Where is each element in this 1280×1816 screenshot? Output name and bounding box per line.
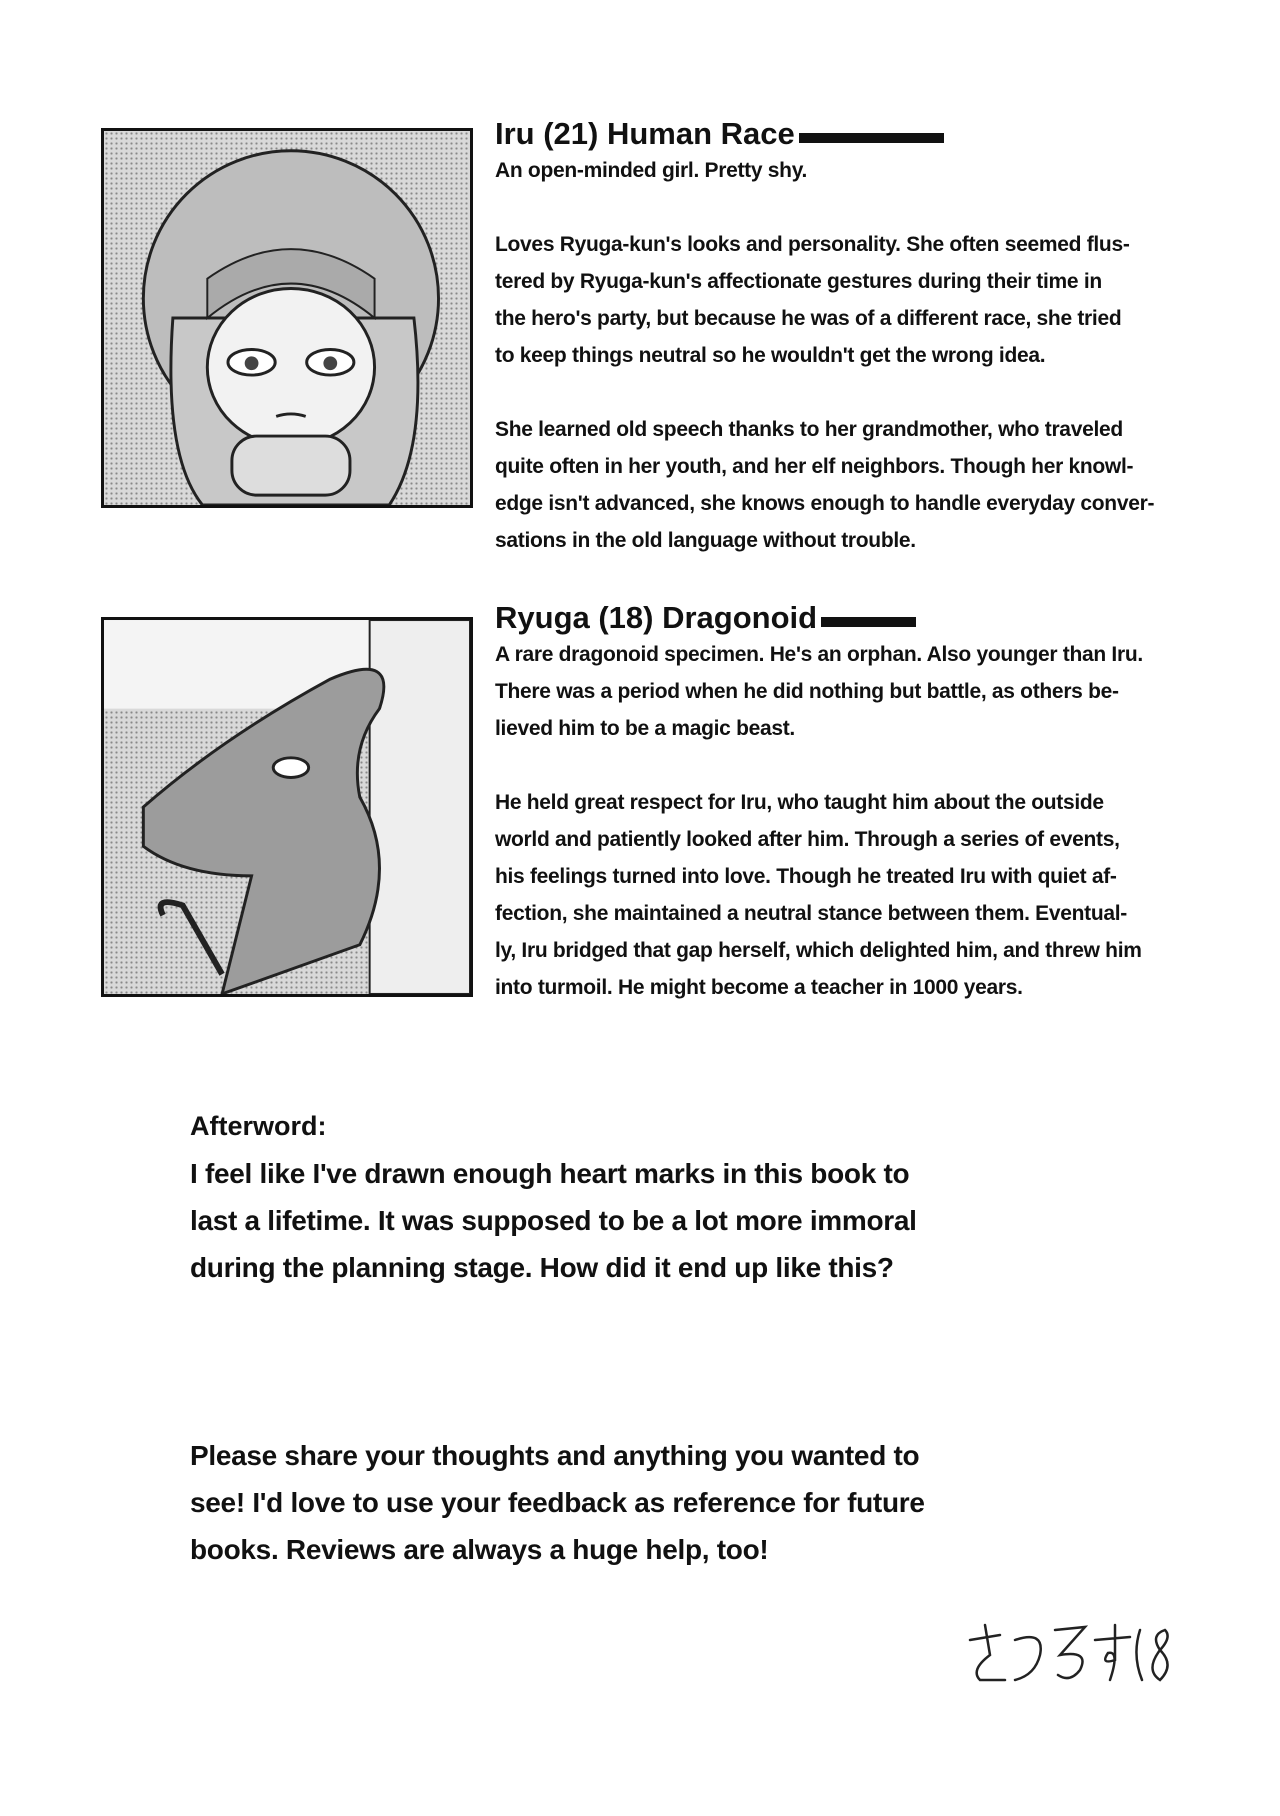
ryuga-portrait-panel xyxy=(101,617,473,997)
iru-profile xyxy=(495,116,1215,596)
iru-portrait-panel xyxy=(101,128,473,508)
ryuga-title: Ryuga (18) Dragonoid xyxy=(495,600,1215,636)
iru-paragraph: She learned old speech thanks to her grandmother, who traveled quite often in her youth, and her elf neighbors. Though her knowl- edge isn't advanced, she knows enough to handle everyday conver- sations in the old language without trouble. xyxy=(495,418,1155,552)
afterword-request xyxy=(190,1432,1090,1573)
afterword xyxy=(190,1103,1090,1291)
afterword-paragraph: I feel like I've drawn enough heart marks in this book to last a lifetime. It was supposed to be a lot more immoral during the planning stage. How did it end up like this? xyxy=(190,1158,917,1283)
afterword-heading: Afterword: xyxy=(190,1111,327,1141)
iru-portrait-illustration xyxy=(104,131,470,505)
ryuga-paragraph: A rare dragonoid specimen. He's an orphan. Also younger than Iru. There was a period when he did nothing but battle, as others be- lieved him to be a magic beast. xyxy=(495,643,1143,740)
ryuga-profile xyxy=(495,600,1215,1043)
title-underline-bar xyxy=(821,617,916,627)
ryuga-portrait-illustration xyxy=(104,620,470,994)
title-underline-bar xyxy=(799,133,944,143)
iru-paragraph: An open-minded girl. Pretty shy. xyxy=(495,159,808,182)
author-signature xyxy=(960,1615,1180,1690)
iru-title: Iru (21) Human Race xyxy=(495,116,1215,152)
ryuga-paragraph: He held great respect for Iru, who taught him about the outside world and patiently looked after him. Through a series of events, his feelings turned into love. Though he treated Iru with quiet af- fection, she maintained a neutral stance between them. Eventual- ly, Iru bridged that gap herself, which delighted him, and threw him into turmoil. He might become a teacher in 1000 years. xyxy=(495,791,1142,999)
afterword-paragraph: Please share your thoughts and anything you wanted to see! I'd love to use your feedback as reference for future books. Reviews are always a huge help, too! xyxy=(190,1440,925,1565)
iru-paragraph: Loves Ryuga-kun's looks and personality. She often seemed flus- tered by Ryuga-kun's affectionate gestures during their time in the hero's party, but because he was of a different race, she tried to keep things neutral so he wouldn't get the wrong idea. xyxy=(495,233,1130,367)
